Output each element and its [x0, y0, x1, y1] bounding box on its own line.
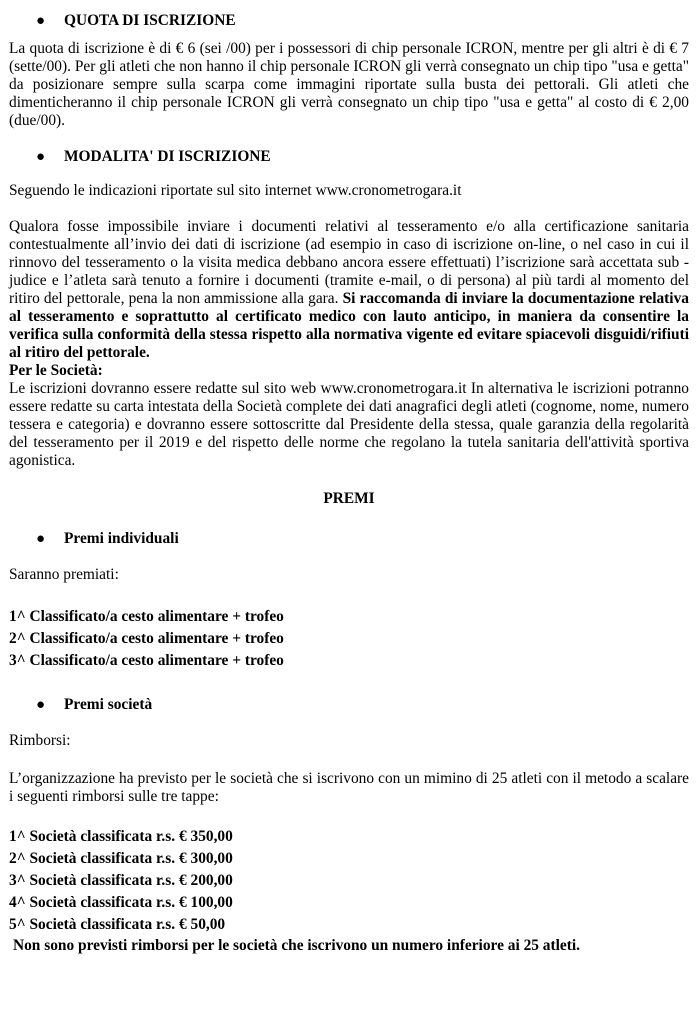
rimborsi-note: Non sono previsti rimborsi per le società che iscrivono un numero inferiore ai 25 atleti.	[13, 937, 580, 954]
quota-heading-text: QUOTA DI ISCRIZIONE	[64, 12, 236, 29]
premi-societa-heading-text: Premi società	[64, 696, 153, 713]
premiati-intro: Saranno premiati:	[9, 566, 119, 583]
rimborsi-intro: L’organizzazione ha previsto per le società che si iscrivono con un mimino di 25 atleti con il metodo a scalare i seguenti rimborsi sulle tre tappe:	[9, 770, 689, 805]
societa-heading: Per le Società:	[9, 362, 103, 379]
list-item: 3^ Classificato/a cesto alimentare + trofeo	[9, 652, 284, 669]
individual-prizes-list	[9, 606, 689, 672]
list-item: 2^ Società classificata r.s. € 300,00	[9, 850, 233, 867]
bullet-icon: ●	[36, 531, 46, 547]
document-page	[9, 10, 689, 956]
premi-title: PREMI	[323, 490, 375, 507]
quota-heading	[9, 10, 689, 32]
modalita-paragraph-bold: Si raccomanda di inviare la documentazione relativa al tesseramento e soprattutto al certificato medico con lauto anticipo, in maniera da consentire la verifica sulla conformità della stessa rispetto alla normativa vigente ed evitare spiacevoli disguidi/rifiuti al ritiro del pettorale.	[9, 290, 689, 361]
modalita-paragraph-normal: Qualora fosse impossibile inviare i documenti relativi al tesseramento e/o alla certificazione sanitaria contestualmente all’invio dei dati di iscrizione (ad esempio in caso di iscrizione on-line, o nel caso in cui il rinnovo del tesseramento o la visita medica debbano ancora essere effettuati) l’iscrizione sarà accettata sub - judice e l’atleta sarà tenuto a fornire i documenti (tramite e-mail, o di persona) al più tardi al momento del ritiro del pettorale, pena la non ammissione alla gara.	[9, 218, 689, 307]
rimborsi-label: Rimborsi:	[9, 732, 71, 749]
rimborsi-list	[9, 826, 689, 936]
list-item: 2^ Classificato/a cesto alimentare + trofeo	[9, 630, 284, 647]
societa-paragraph: Le iscrizioni dovranno essere redatte sul sito web www.cronometrogara.it In alternativa le iscrizioni potranno essere redatte su carta intestata della Società complete dei dati anagrafici degli atleti (cognome, nome, numero tessera e categoria) e dovranno essere sottoscritte dal Presidente della stessa, quale garanzia della regolarità del tesseramento per il 2019 e del rispetto delle norme che regolano la tutela sanitaria dell'attività sportiva agonistica.	[9, 380, 689, 469]
bullet-icon: ●	[36, 13, 46, 29]
quota-paragraph: La quota di iscrizione è di € 6 (sei /00) per i possessori di chip personale ICRON, mentre per gli altri è di € 7 (sette/00). Per gli atleti che non hanno il chip personale ICRON gli verrà consegnato un chip tipo "usa e getta" da posizionare sempre sulla scarpa come immagini riportate sulla busta dei pettorali. Gli atleti che dimenticheranno il chip personale ICRON gli verrà consegnato un chip tipo "usa e getta" al costo di € 2,00 (due/00).	[9, 40, 689, 129]
bullet-icon: ●	[36, 697, 46, 713]
bullet-icon: ●	[36, 149, 46, 165]
modalita-paragraph	[9, 218, 689, 362]
premi-individuali-heading	[9, 528, 689, 550]
modalita-intro: Seguendo le indicazioni riportate sul sito internet www.cronometrogara.it	[9, 182, 462, 199]
list-item: 4^ Società classificata r.s. € 100,00	[9, 894, 233, 911]
modalita-heading	[9, 146, 689, 168]
premi-individuali-heading-text: Premi individuali	[64, 530, 179, 547]
modalita-heading-text: MODALITA' DI ISCRIZIONE	[64, 148, 271, 165]
list-item: 1^ Società classificata r.s. € 350,00	[9, 828, 233, 845]
list-item: 1^ Classificato/a cesto alimentare + trofeo	[9, 608, 284, 625]
list-item: 3^ Società classificata r.s. € 200,00	[9, 872, 233, 889]
premi-societa-heading	[9, 694, 689, 716]
list-item: 5^ Società classificata r.s. € 50,00	[9, 916, 226, 933]
